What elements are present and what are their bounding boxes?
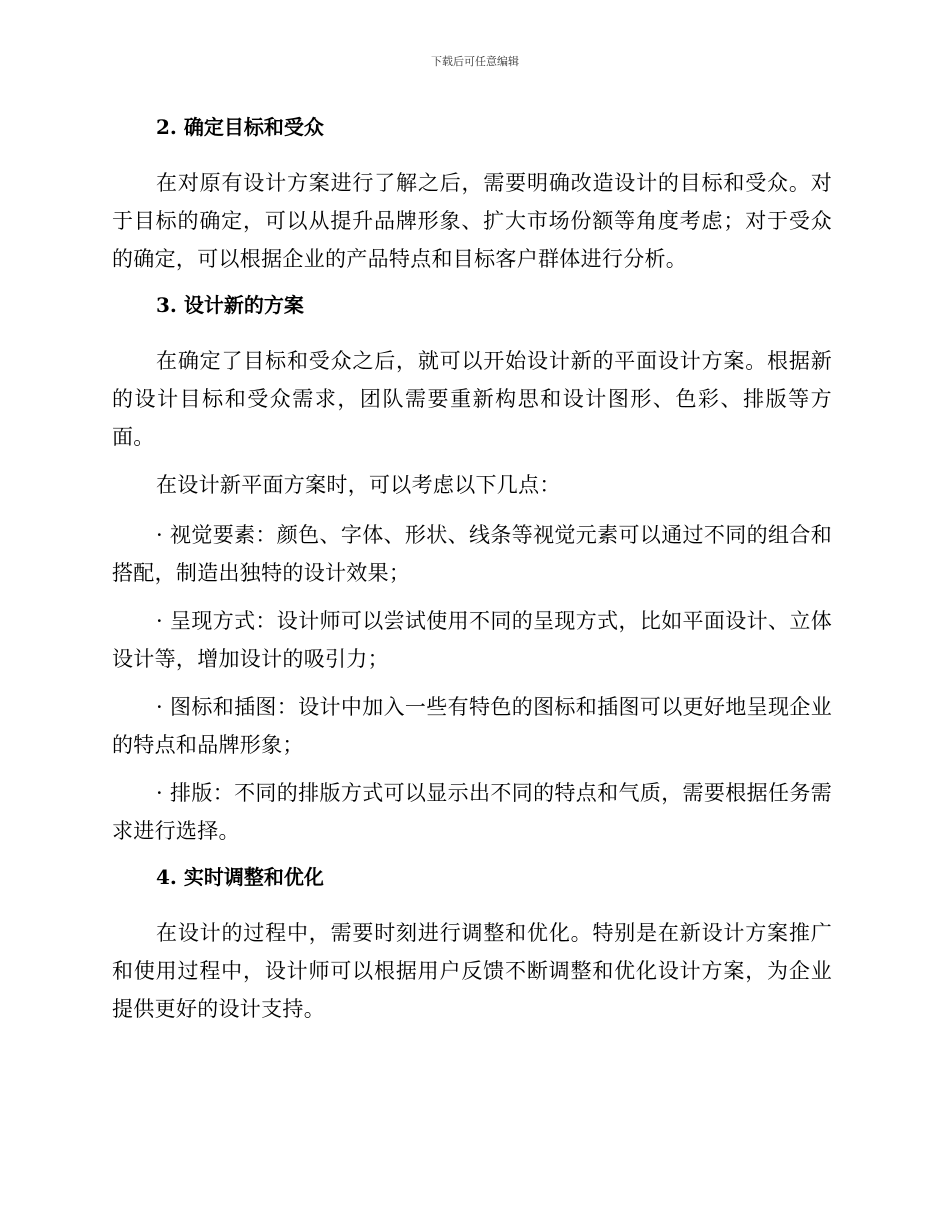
paragraph-considerations: 在设计新平面方案时，可以考虑以下几点： (156, 473, 561, 497)
paragraph-optimize: 在设计的过程中，需要时刻进行调整和优化。特别是在新设计方案推广和使用过程中，设计师可以根据用户反馈不断调整和优化设计方案，为企业提供更好的设计支持。 (112, 921, 832, 1021)
page-header-note: 下载后可任意编辑 (431, 55, 519, 68)
list-item-presentation: · 呈现方式：设计师可以尝试使用不同的呈现方式，比如平面设计、立体设计等，增加设计的吸引力； (112, 609, 832, 671)
paragraph-goals: 在对原有设计方案进行了解之后，需要明确改造设计的目标和受众。对于目标的确定，可以从提升品牌形象、扩大市场份额等角度考虑；对于受众的确定，可以根据企业的产品特点和目标客户群体进行分析。 (112, 171, 832, 271)
section-heading-optimize: 4. 实时调整和优化 (156, 865, 324, 889)
section-heading-new-design: 3. 设计新的方案 (156, 293, 304, 317)
document-body (112, 110, 832, 1038)
paragraph-new-design-intro: 在确定了目标和受众之后，就可以开始设计新的平面设计方案。根据新的设计目标和受众需求，团队需要重新构思和设计图形、色彩、排版等方面。 (112, 349, 832, 449)
section-heading-goals: 2. 确定目标和受众 (156, 115, 324, 139)
list-item-typesetting: · 排版：不同的排版方式可以显示出不同的特点和气质，需要根据任务需求进行选择。 (112, 781, 832, 843)
list-item-icons-illustrations: · 图标和插图：设计中加入一些有特色的图标和插图可以更好地呈现企业的特点和品牌形象； (112, 695, 832, 757)
list-item-visual-elements: · 视觉要素：颜色、字体、形状、线条等视觉元素可以通过不同的组合和搭配，制造出独特的设计效果； (112, 523, 832, 585)
